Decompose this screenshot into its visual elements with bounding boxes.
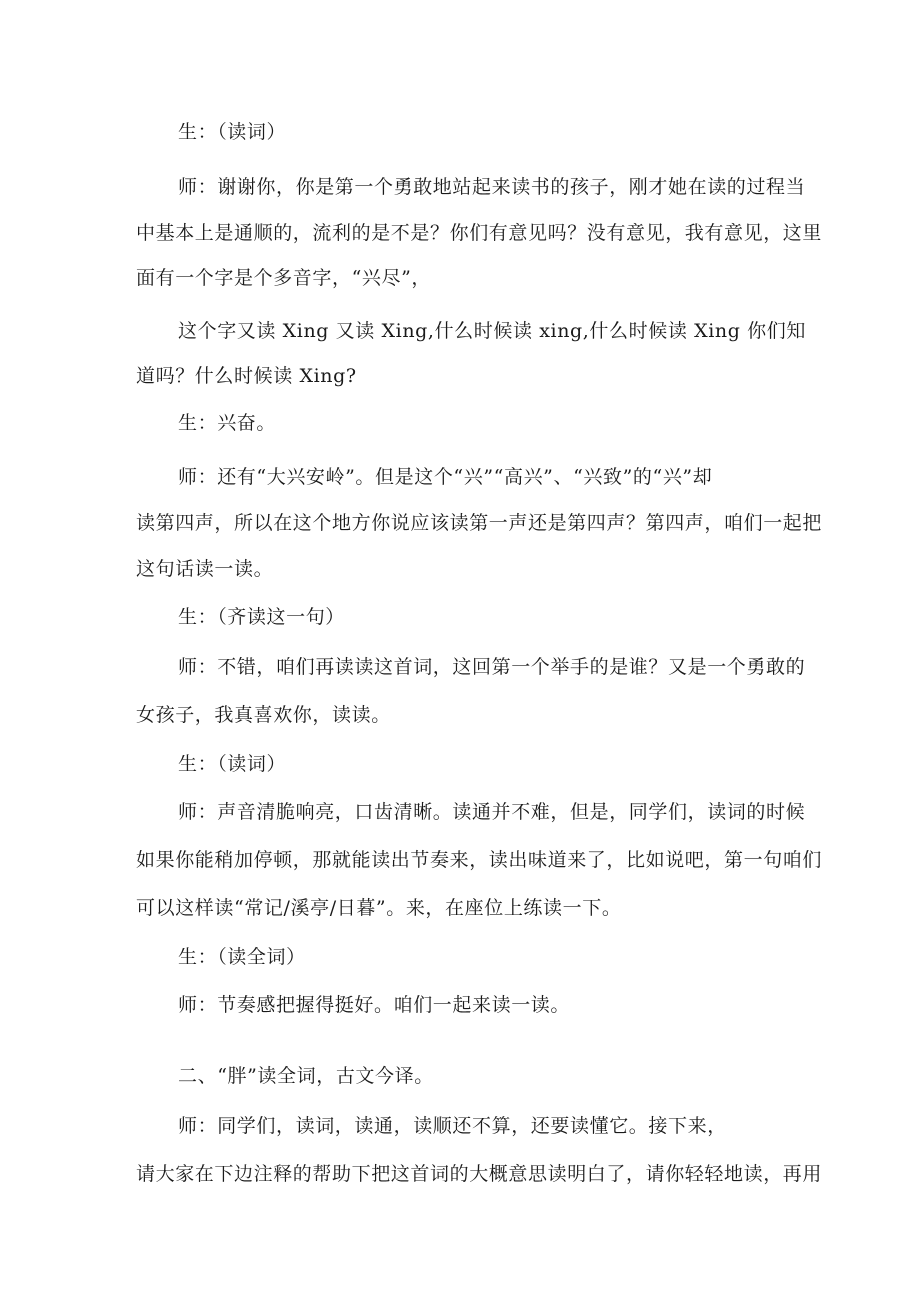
- paragraph-line: 生：兴奋。: [178, 412, 277, 434]
- paragraph-line: 如果你能稍加停顿，那就能读出节奏来，读出味道来了，比如说吧，第一句咱们: [136, 849, 823, 871]
- paragraph-line: 师：谢谢你，你是第一个勇敢地站起来读书的孩子，刚才她在读的过程当: [178, 176, 806, 198]
- paragraph-line: 生：（读词）: [178, 121, 287, 143]
- section-heading: 二、“胖”读全词，古文今译。: [178, 1065, 434, 1087]
- paragraph-line: 读第四声，所以在这个地方你说应该读第一声还是第四声？第四声，咱们一起把: [136, 512, 823, 534]
- paragraph-line: 女孩子，我真喜欢你，读读。: [136, 704, 391, 726]
- paragraph-line: 师：声音清脆响亮，口齿清晰。读通并不难，但是，同学们，读词的时候: [178, 801, 806, 823]
- paragraph-line: 生：（读词）: [178, 753, 287, 775]
- paragraph-line: 师：不错，咱们再读读这首词，这回第一个举手的是谁？又是一个勇敢的: [178, 656, 806, 678]
- paragraph-line: 道吗？什么时候读 Xing?: [136, 365, 357, 387]
- paragraph-line: 可以这样读“常记/溪亭/日暮”。来，在座位上练读一下。: [136, 897, 622, 919]
- paragraph-line: 请大家在下边注释的帮助下把这首词的大概意思读明白了，请你轻轻地读，再用: [136, 1163, 823, 1185]
- paragraph-line: 师：还有“大兴安岭”。但是这个“兴”“高兴”、“兴致”的“兴”却: [178, 466, 713, 488]
- paragraph-line: 中基本上是通顺的，流利的是不是？你们有意见吗？没有意见，我有意见，这里: [136, 222, 823, 244]
- paragraph-line: 这个字又读 Xing 又读 Xing,什么时候读 xing,什么时候读 Xing 你们知: [178, 320, 806, 342]
- paragraph-line: 师：同学们，读词，读通，读顺还不算，还要读懂它。接下来，: [178, 1115, 727, 1137]
- paragraph-line: 生：（齐读这一句）: [178, 606, 345, 628]
- paragraph-line: 这句话读一读。: [136, 558, 274, 580]
- paragraph-line: 生：（读全词）: [178, 946, 306, 968]
- paragraph-line: 师：节奏感把握得挺好。咱们一起来读一读。: [178, 994, 571, 1016]
- paragraph-line: 面有一个字是个多音字，“兴尽”，: [136, 267, 432, 289]
